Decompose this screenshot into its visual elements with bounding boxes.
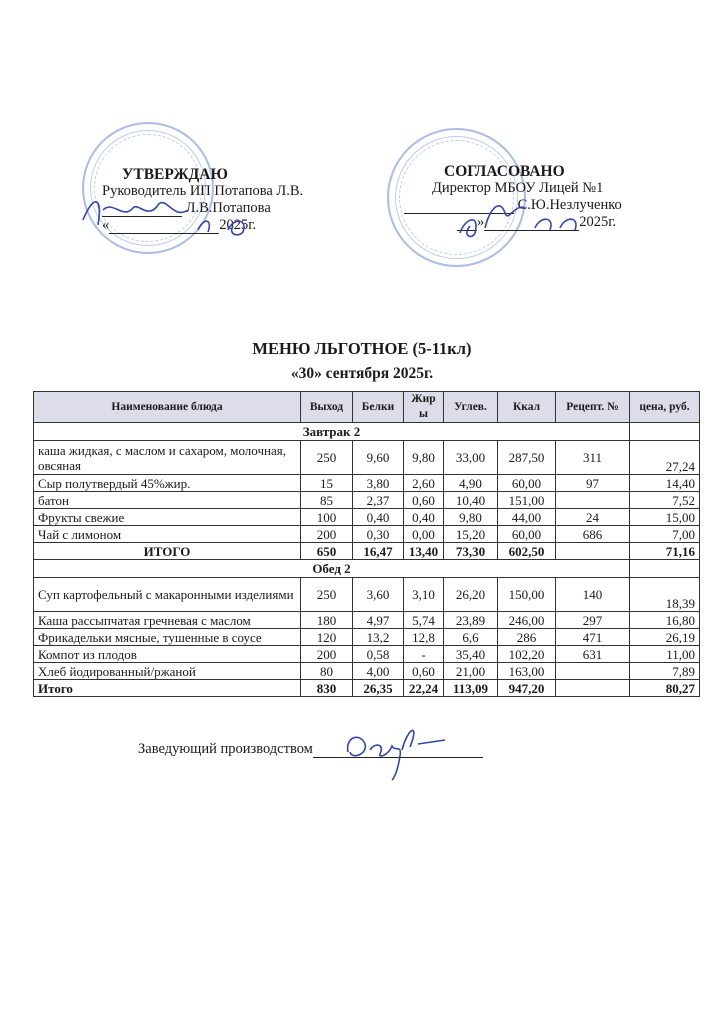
dish-name: Компот из плодов: [34, 646, 301, 663]
protein: 0,30: [353, 526, 404, 543]
col-header-recipe: Рецепт. №: [556, 392, 630, 423]
section-label: Завтрак 2: [34, 423, 630, 441]
approval-name: С.Ю.Незлученко: [517, 197, 622, 213]
carbs: 15,20: [444, 526, 498, 543]
total-row-breakfast: [34, 543, 700, 560]
date-quote-open: «: [102, 217, 110, 233]
col-header-price: цена, руб.: [630, 392, 700, 423]
recipe-no: [556, 663, 630, 680]
section-row-lunch: [34, 560, 700, 578]
fat: 9,80: [404, 441, 444, 475]
carbs: 23,89: [444, 612, 498, 629]
table-row: [34, 475, 700, 492]
approval-name: Л.В.Потапова: [185, 200, 271, 216]
recipe-no: 297: [556, 612, 630, 629]
kcal: 246,00: [498, 612, 556, 629]
output: 85: [301, 492, 353, 509]
col-header-protein: Белки: [353, 392, 404, 423]
table-row: [34, 578, 700, 612]
price: 7,52: [630, 492, 700, 509]
dish-name: Суп картофельный с макаронными изделиями: [34, 578, 301, 612]
recipe-no: 686: [556, 526, 630, 543]
dish-name: батон: [34, 492, 301, 509]
price: 71,16: [630, 543, 700, 560]
kcal: 163,00: [498, 663, 556, 680]
col-header-carbs: Углев.: [444, 392, 498, 423]
carbs: 113,09: [444, 680, 498, 697]
kcal: 44,00: [498, 509, 556, 526]
price: 7,89: [630, 663, 700, 680]
output: 650: [301, 543, 353, 560]
fat: -: [404, 646, 444, 663]
price: 80,27: [630, 680, 700, 697]
table-header-row: [34, 392, 700, 423]
signature-scribble-right: [450, 188, 600, 243]
table-row: [34, 629, 700, 646]
protein: 26,35: [353, 680, 404, 697]
carbs: 10,40: [444, 492, 498, 509]
kcal: 287,50: [498, 441, 556, 475]
output: 200: [301, 526, 353, 543]
recipe-no: [556, 492, 630, 509]
output: 200: [301, 646, 353, 663]
kcal: 60,00: [498, 526, 556, 543]
kcal: 60,00: [498, 475, 556, 492]
dish-name: Фрикадельки мясные, тушенные в соусе: [34, 629, 301, 646]
signature-scribble-left: [78, 190, 268, 240]
price: 11,00: [630, 646, 700, 663]
col-header-name: Наименование блюда: [34, 392, 301, 423]
approval-year: 2025г.: [219, 217, 257, 233]
protein: 16,47: [353, 543, 404, 560]
dish-name: каша жидкая, с маслом и сахаром, молочная, овсяная: [34, 441, 301, 475]
recipe-no: 24: [556, 509, 630, 526]
kcal: 947,20: [498, 680, 556, 697]
recipe-no: 631: [556, 646, 630, 663]
table-row: [34, 612, 700, 629]
output: 250: [301, 578, 353, 612]
fat: 2,60: [404, 475, 444, 492]
fat: 3,10: [404, 578, 444, 612]
kcal: 286: [498, 629, 556, 646]
output: 250: [301, 441, 353, 475]
fat: 13,40: [404, 543, 444, 560]
fat: 22,24: [404, 680, 444, 697]
price: 26,19: [630, 629, 700, 646]
recipe-no: 311: [556, 441, 630, 475]
date-quote-close: »: [477, 214, 485, 230]
carbs: 35,40: [444, 646, 498, 663]
protein: 2,37: [353, 492, 404, 509]
document-title: МЕНЮ ЛЬГОТНОЕ (5-11кл): [252, 339, 472, 358]
output: 15: [301, 475, 353, 492]
approval-title: СОГЛАСОВАНО: [444, 163, 565, 180]
table-row: [34, 526, 700, 543]
protein: 13,2: [353, 629, 404, 646]
protein: 3,80: [353, 475, 404, 492]
output: 100: [301, 509, 353, 526]
protein: 0,58: [353, 646, 404, 663]
recipe-no: 471: [556, 629, 630, 646]
output: 830: [301, 680, 353, 697]
section-row-breakfast: [34, 423, 700, 441]
kcal: 150,00: [498, 578, 556, 612]
protein: 4,00: [353, 663, 404, 680]
total-row-lunch: [34, 680, 700, 697]
carbs: 33,00: [444, 441, 498, 475]
dish-name: Сыр полутвердый 45%жир.: [34, 475, 301, 492]
price: 16,80: [630, 612, 700, 629]
col-header-kcal: Ккал: [498, 392, 556, 423]
fat: 5,74: [404, 612, 444, 629]
kcal: 151,00: [498, 492, 556, 509]
total-label: ИТОГО: [34, 543, 301, 560]
dish-name: Чай с лимоном: [34, 526, 301, 543]
protein: 9,60: [353, 441, 404, 475]
signature-scribble-footer: [340, 722, 450, 782]
kcal: 102,20: [498, 646, 556, 663]
col-header-fat: Жир ы: [404, 392, 444, 423]
section-label: Обед 2: [34, 560, 630, 578]
table-row: [34, 663, 700, 680]
total-label: Итого: [34, 680, 301, 697]
output: 80: [301, 663, 353, 680]
approval-position: Руководитель ИП Потапова Л.В.: [102, 183, 304, 199]
approval-position: Директор МБОУ Лицей №1: [432, 180, 604, 196]
table-row: [34, 646, 700, 663]
fat: 12,8: [404, 629, 444, 646]
carbs: 4,90: [444, 475, 498, 492]
output: 120: [301, 629, 353, 646]
recipe-no: [556, 680, 630, 697]
price: 7,00: [630, 526, 700, 543]
document-date: «30» сентября 2025г.: [290, 365, 434, 382]
approval-title: УТВЕРЖДАЮ: [122, 166, 228, 183]
carbs: 26,20: [444, 578, 498, 612]
table-row: [34, 492, 700, 509]
output: 180: [301, 612, 353, 629]
fat: 0,00: [404, 526, 444, 543]
col-header-output: Выход: [301, 392, 353, 423]
protein: 0,40: [353, 509, 404, 526]
footer-label: Заведующий производством: [138, 741, 313, 757]
dish-name: Хлеб йодированный/ржаной: [34, 663, 301, 680]
dish-name: Фрукты свежие: [34, 509, 301, 526]
approval-year: 2025г.: [579, 214, 617, 230]
price: 14,40: [630, 475, 700, 492]
dish-name: Каша рассыпчатая гречневая с маслом: [34, 612, 301, 629]
price: 27,24: [630, 441, 700, 475]
recipe-no: 140: [556, 578, 630, 612]
carbs: 9,80: [444, 509, 498, 526]
table-row: [34, 441, 700, 475]
price: 15,00: [630, 509, 700, 526]
fat: 0,60: [404, 492, 444, 509]
menu-table: [33, 391, 700, 697]
fat: 0,40: [404, 509, 444, 526]
price: 18,39: [630, 578, 700, 612]
fat: 0,60: [404, 663, 444, 680]
empty-cell: [630, 560, 700, 578]
carbs: 6,6: [444, 629, 498, 646]
carbs: 21,00: [444, 663, 498, 680]
table-row: [34, 509, 700, 526]
empty-cell: [630, 423, 700, 441]
carbs: 73,30: [444, 543, 498, 560]
protein: 4,97: [353, 612, 404, 629]
recipe-no: [556, 543, 630, 560]
protein: 3,60: [353, 578, 404, 612]
kcal: 602,50: [498, 543, 556, 560]
recipe-no: 97: [556, 475, 630, 492]
